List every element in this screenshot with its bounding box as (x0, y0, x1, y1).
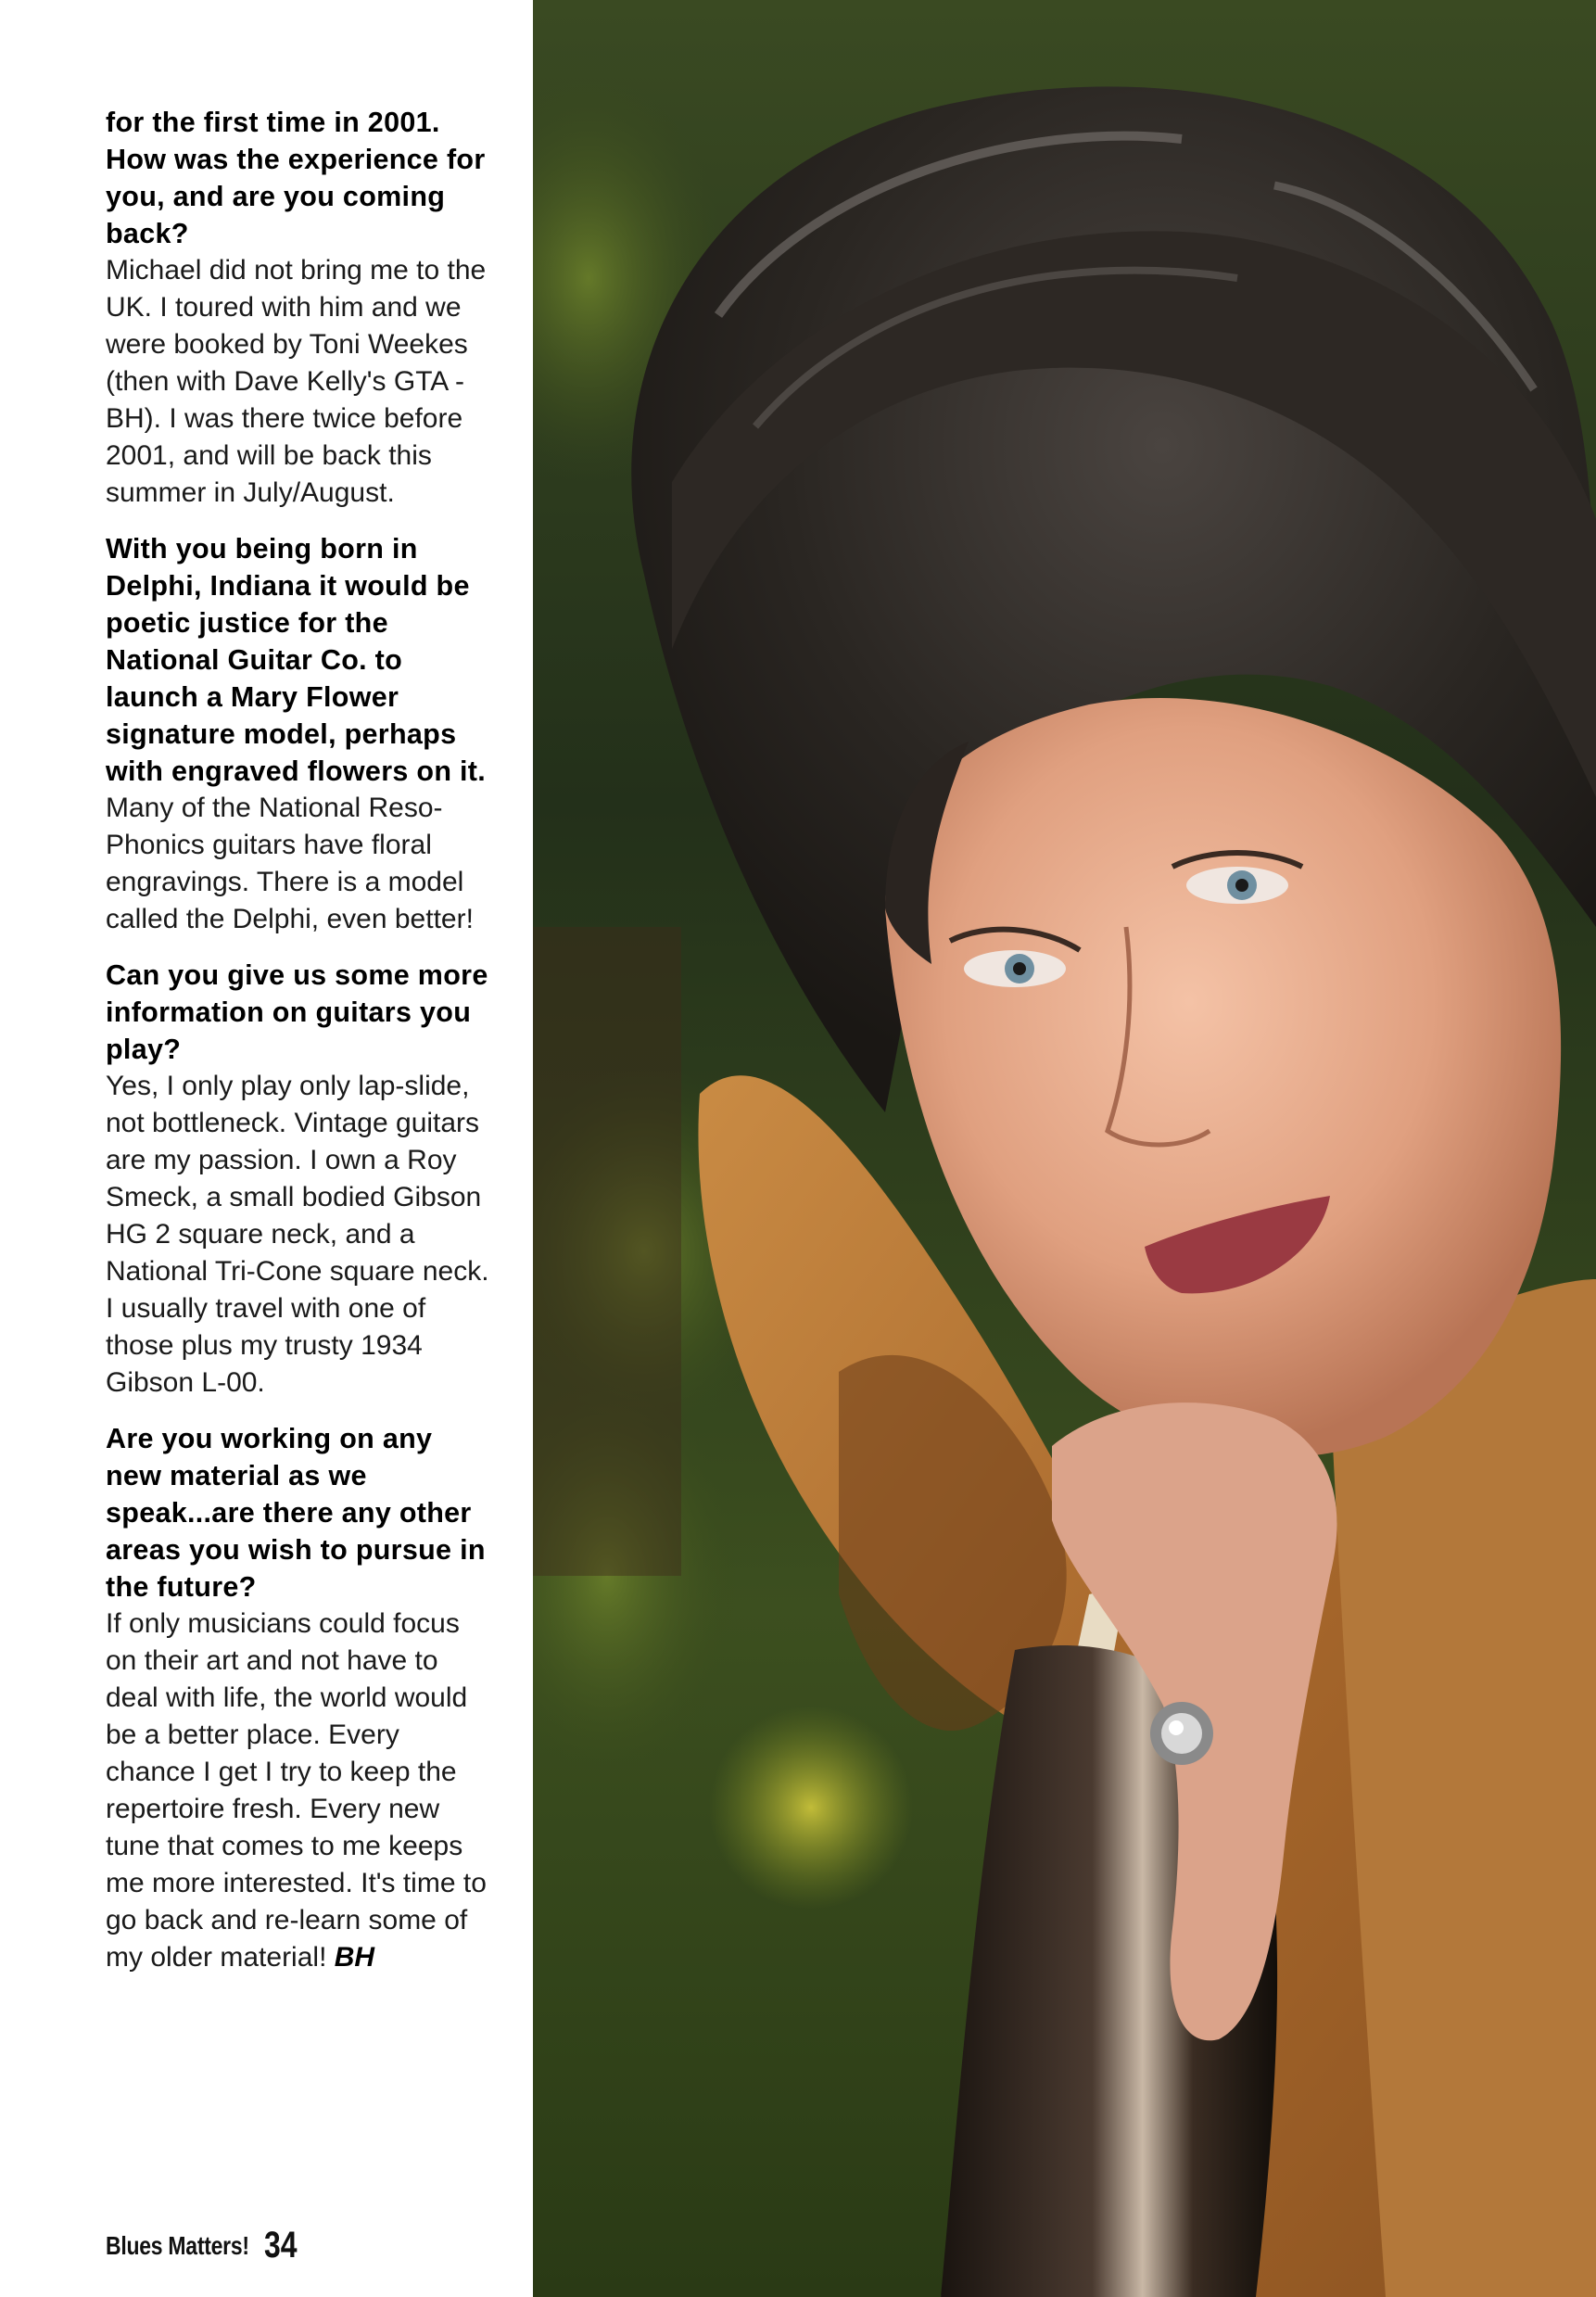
portrait-photo (533, 0, 1596, 2297)
qa-block (106, 957, 495, 1402)
author-signature: BH (334, 1942, 375, 1973)
magazine-name: Blues Matters! (106, 2231, 249, 2260)
answer-text: If only musicians could focus on their art and not have to deal with life, the world would be a better place. Every chance I get I try to keep the repertoire fresh. Every new tune that comes to me keeps me more interested. It's time to go back and re-learn some of my older material! (106, 1608, 487, 1973)
question: With you being born in Delphi, Indiana it would be poetic justice for the National Guitar Co. to launch a Mary Flower signature model, perhaps with engraved flowers on it. (106, 533, 487, 787)
page-footer (106, 2225, 306, 2266)
qa-block (106, 530, 495, 938)
question: Are you working on any new material as we speak...are there any other areas you wish to pursue in the future? (106, 1423, 486, 1603)
text-column (0, 0, 533, 2297)
answer: Michael did not bring me to the UK. I toured with him and we were booked by Toni Weekes (then with Dave Kelly's GTA - BH). I was there twice before 2001, and will be back this summer in July/August. (106, 255, 487, 508)
answer (106, 1605, 495, 1976)
qa-block (106, 1420, 495, 1976)
interview-article (106, 104, 495, 1995)
question: for the first time in 2001. How was the experience for you, and are you coming back? (106, 107, 486, 249)
question: Can you give us some more information on guitars you play? (106, 959, 488, 1065)
answer: Many of the National Reso-Phonics guitars have floral engravings. There is a model called the Delphi, even better! (106, 793, 474, 934)
answer: Yes, I only play only lap-slide, not bottleneck. Vintage guitars are my passion. I own a Roy Smeck, a small bodied Gibson HG 2 square neck, and a National Tri-Cone square neck. I usually travel with one of those plus my trusty 1934 Gibson L-00. (106, 1071, 489, 1398)
qa-block (106, 104, 495, 512)
page-number: 34 (264, 2225, 298, 2265)
